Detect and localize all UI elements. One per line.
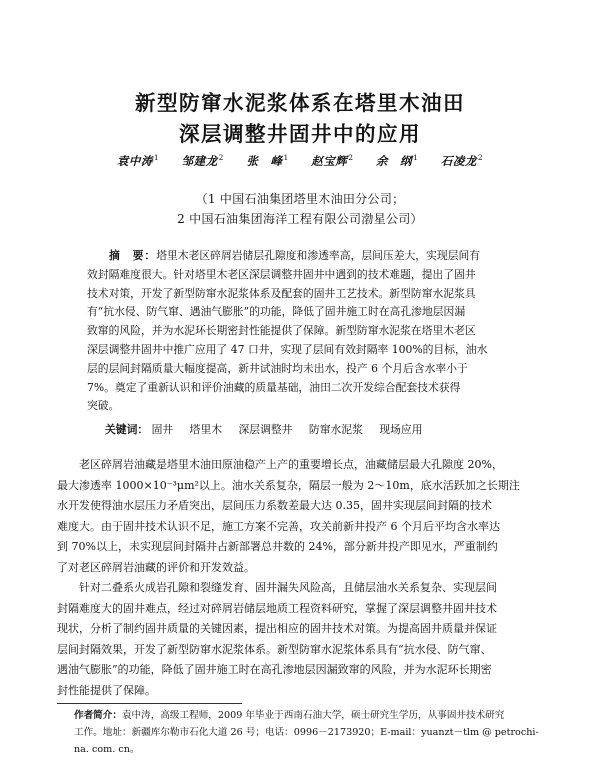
- abstract-line: 效封隔难度很大。针对塔里木老区深层调整井固井中遇到的技术难题，提出了固井: [87, 267, 476, 281]
- body-text: [57, 455, 547, 701]
- abstract-line: 摘 要：塔里木老区碎屑岩储层孔隙度和渗透率高，层间压差大，实现层间有: [109, 249, 481, 262]
- author: 邹建龙$^2$: [181, 153, 224, 168]
- keyword: 深层调整井: [238, 423, 293, 436]
- abstract-line: 层的层间封隔质量大幅度提高，新井试油时均未出水，投产 6 个月后含水率小于: [87, 361, 468, 375]
- paragraph-1-line: 水开发使得油水层压力矛盾突出，层间压力系数差最大达 0.35，固井实现层间封隔的技术: [57, 499, 492, 512]
- paragraph-2-line: 针对二叠系火成岩孔隙和裂缝发育、固井漏失风险高，且储层油水关系复杂、实现层间: [79, 581, 497, 594]
- author-footnote: [74, 708, 544, 758]
- affiliation-line-2: 2 中国石油集团海洋工程有限公司渤星公司）: [177, 212, 423, 226]
- paragraph-2-line: 封性能提供了保障。: [57, 683, 156, 697]
- keyword: 固井: [151, 423, 174, 436]
- abstract-line: 7%。奠定了重新认识和评价油藏的质量基础，油田二次开发综合配套技术获得: [87, 380, 461, 394]
- footnote-divider: [57, 703, 242, 704]
- keyword: 防窜水泥浆: [308, 423, 363, 436]
- paragraph-2-line: 现状，分析了制约固井质量的关键因素，提出相应的固井技术对策。为提高固井质量并保证: [57, 622, 497, 635]
- author: 余 纲$^1$: [376, 153, 419, 168]
- title-line-1: 新型防窜水泥浆体系在塔里木油田: [135, 91, 465, 115]
- keyword: 塔里木: [189, 423, 223, 436]
- footnote-line: na. com. cn。: [74, 743, 140, 755]
- paragraph-1-line: 到 70%以上，未实现层间封隔井占新部署总井数的 24%，部分新井投产即见水，严重制约: [57, 540, 498, 553]
- footnote-line: 工作。地址：新疆库尔勒市石化大道 26 号；电话：0996－2173920；E-mail：yuanzt－tlm @ petrochi-: [74, 726, 539, 738]
- author: 赵宝辉$^2$: [311, 153, 354, 168]
- affiliation-line-1: （1 中国石油集团塔里木油田分公司；: [195, 192, 405, 206]
- author: 张 峰$^1$: [246, 153, 289, 168]
- paragraph-1-line: 最大渗透率 1000×10⁻³μm²以上。油水关系复杂，隔层一般为 2～10m，底水活跃加之长期注: [57, 478, 520, 492]
- paragraph-2-line: 封隔难度大的固井难点，经过对碎屑岩储层地质工程资料研究，掌握了深层调整井固井技术: [57, 601, 497, 615]
- abstract-line: 有“抗水侵、防气窜、遇油气膨胀”的功能，降低了固井施工时在高孔渗地层因漏: [87, 305, 466, 319]
- abstract-line: 深层调整井固井中推广应用了 47 口井，实现了层间有效封隔率 100%的目标，油水: [87, 342, 488, 356]
- abstract-line: 致窜的风险，并为水泥环长期密封性能提供了保障。新型防窜水泥浆在塔里木老区: [87, 324, 476, 338]
- keywords: [105, 422, 525, 437]
- abstract-label: 摘 要：: [109, 249, 157, 262]
- paragraph-1-line: 难度大。由于固井技术认识不足，施工方案不完善，攻关前新井投产 6 个月后平均含水率达: [57, 519, 500, 533]
- footnote-label: 作者简介：: [74, 710, 122, 721]
- keywords-label: 关键词：: [105, 423, 149, 436]
- author-list: [0, 153, 600, 169]
- paragraph-2-line: 层间封隔效果，开发了新型防窜水泥浆体系。新型防窜水泥浆体系具有“抗水侵、防气窜、: [57, 642, 492, 656]
- abstract-line: 突破。: [87, 399, 120, 413]
- abstract-line: 技术对策，开发了新型防窜水泥浆体系及配套的固井工艺技术。新型防窜水泥浆具: [87, 286, 476, 300]
- footnote-line: 作者简介：袁中涛，高级工程师，2009 年毕业于西南石油大学，硕士研究生学历，从事固井技术研究: [74, 710, 505, 721]
- author: 袁中涛$^1$: [116, 153, 160, 168]
- paragraph-2-line: 遇油气膨胀”的功能，降低了固井施工时在高孔渗地层因漏致窜的风险，并为水泥环长期密: [57, 663, 492, 676]
- paragraph-1-line: 老区碎屑岩油藏是塔里木油田原油稳产上产的重要增长点，油藏储层最大孔隙度 20%，: [79, 458, 503, 471]
- abstract: [87, 247, 513, 416]
- title-line-2: 深层调整井固井中的应用: [179, 122, 421, 146]
- paragraph-1-line: 了对老区碎屑岩油藏的评价和开发效益。: [57, 560, 255, 574]
- author: 石凌龙$^2$: [440, 153, 484, 168]
- keyword: 现场应用: [379, 423, 423, 436]
